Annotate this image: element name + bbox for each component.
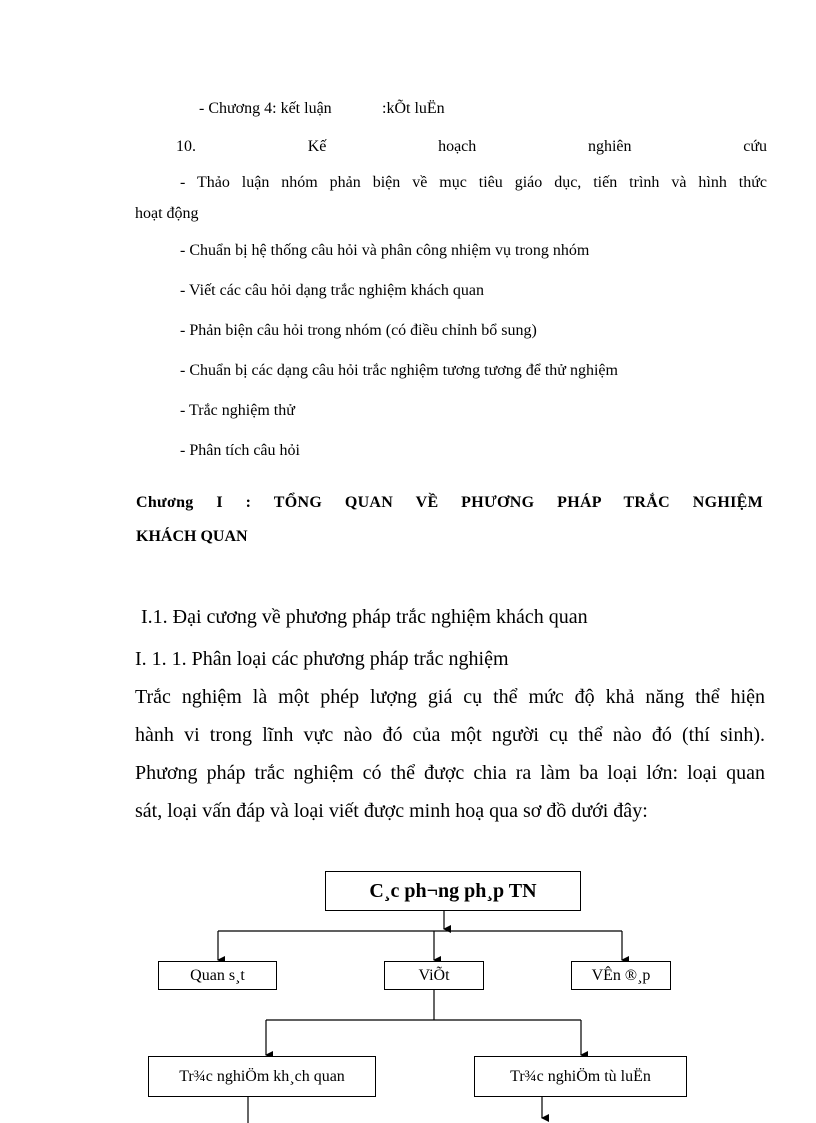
- plan-heading-word: cứu: [743, 138, 767, 155]
- chapter-heading-line2: KHÁCH QUAN: [136, 528, 248, 545]
- plan-item: - Thảo luận nhóm phản biện về mục tiêu giáo dục, tiến trình và hình thức: [180, 174, 767, 191]
- paragraph-line: sát, loại vấn đáp và loại viết được minh hoạ qua sơ đồ dưới đây:: [135, 800, 648, 822]
- chapter-heading-rest: : TỔNG QUAN VỀ PHƯƠNG PHÁP TRẮC NGHIỆM: [222, 494, 763, 511]
- plan-item-continuation: hoạt động: [135, 205, 199, 222]
- plan-item: - Phân tích câu hỏi: [180, 442, 300, 459]
- plan-item: - Chuẩn bị hệ thống câu hỏi và phân công nhiệm vụ trong nhóm: [180, 242, 590, 259]
- diagram-box-essay-test: Tr¾c nghiÖm tù luËn: [474, 1056, 687, 1097]
- plan-item: - Viết các câu hỏi dạng trắc nghiệm khách quan: [180, 282, 484, 299]
- paragraph-line: hành vi trong lĩnh vực nào đó của một người cụ thể nào đó (thí sinh).: [135, 724, 765, 746]
- diagram-box-viet: ViÕt: [384, 961, 484, 990]
- plan-heading-word: hoạch: [438, 138, 477, 155]
- plan-item: - Chuẩn bị các dạng câu hỏi trắc nghiệm tương tương để thử nghiệm: [180, 362, 618, 379]
- outline-chapter4-garbled: :kÕt luËn: [382, 100, 445, 117]
- plan-heading-word: nghiên: [587, 138, 632, 155]
- paragraph-line: Trắc nghiệm là một phép lượng giá cụ thể mức độ khả năng thể hiện: [135, 686, 765, 708]
- paragraph-line: Phương pháp trắc nghiệm có thể được chia ra làm ba loại lớn: loại quan: [135, 762, 765, 784]
- chapter-heading-lead: Chương I: [136, 494, 223, 511]
- plan-heading-word: Kế: [307, 138, 327, 155]
- plan-item: - Trắc nghiệm thử: [180, 402, 295, 419]
- diagram-box-van-dap: VÊn ®¸p: [571, 961, 671, 990]
- outline-chapter4: - Chương 4: kết luận: [199, 100, 332, 117]
- plan-heading-word: 10.: [176, 138, 196, 155]
- plan-item: - Phản biện câu hỏi trong nhóm (có điều chỉnh bổ sung): [180, 322, 537, 339]
- section-title: I.1. Đại cương về phương pháp trắc nghiệm khách quan: [141, 606, 588, 628]
- diagram-box-objective-test: Tr¾c nghiÖm kh¸ch quan: [148, 1056, 376, 1097]
- section-subtitle: I. 1. 1. Phân loại các phương pháp trắc nghiệm: [135, 648, 509, 670]
- diagram-root-box: C¸c ph¬ng ph¸p TN: [325, 871, 581, 911]
- diagram-box-quan-sat: Quan s¸t: [158, 961, 277, 990]
